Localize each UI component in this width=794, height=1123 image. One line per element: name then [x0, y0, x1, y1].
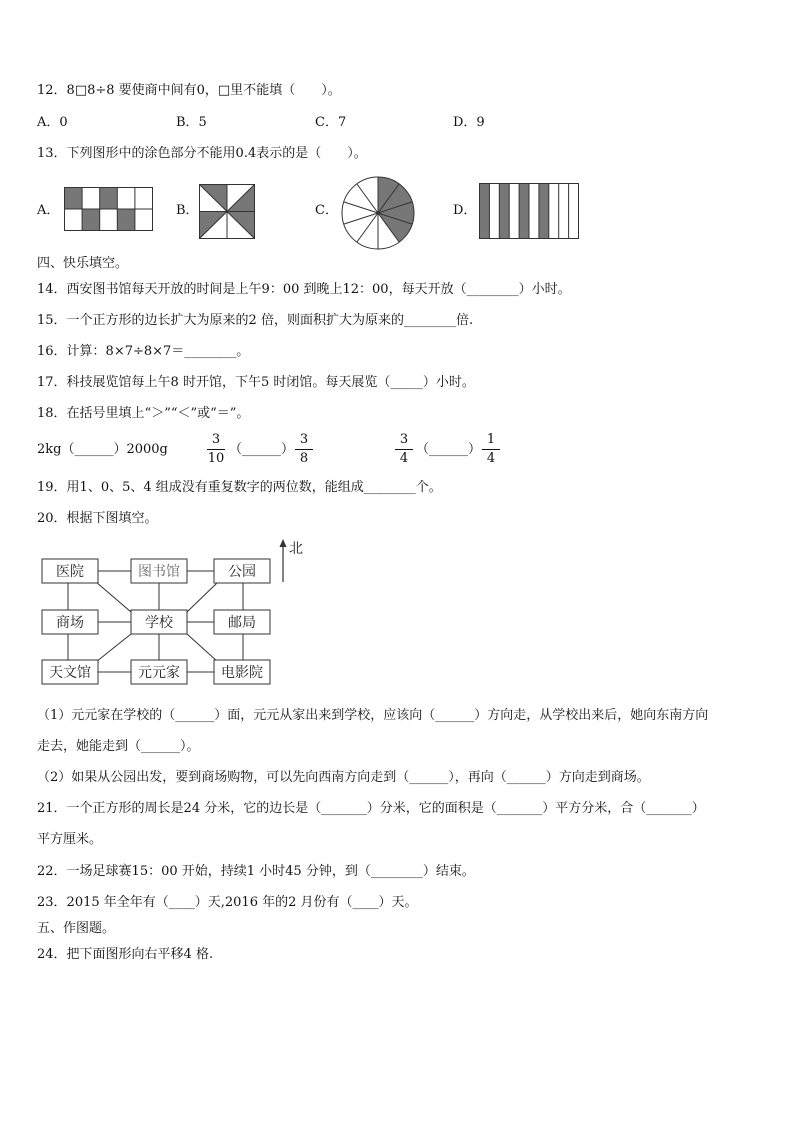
q12-option-c: C．7: [315, 115, 347, 130]
fraction-numerator: 3: [299, 432, 309, 447]
q18-blank-3: （______）: [416, 442, 482, 457]
q20-map-diagram: [38, 538, 308, 688]
question-24: 24．把下面图形向右平移4 格.: [37, 947, 214, 962]
map-label-post-office: 邮局: [228, 615, 256, 631]
question-18: 18．在括号里填上“＞”“＜”或“＝”。: [37, 406, 250, 421]
question-22: 22．一场足球赛15：00 开始，持续1 小时45 分钟，到（________）结束。: [37, 864, 475, 879]
q20-sub-2: （2）如果从公园出发，要到商场购物，可以先向西南方向走到（______），再向（______）方向走到商场。: [37, 770, 650, 785]
map-label-hospital: 医院: [56, 564, 84, 580]
map-label-school: 学校: [145, 615, 173, 631]
q13-option-b-label: B．: [176, 203, 199, 218]
question-13: 13．下列图形中的涂色部分不能用0.4表示的是（ ）。: [37, 146, 367, 161]
fraction-denominator: 4: [399, 451, 409, 466]
north-label: 北: [289, 541, 303, 557]
question-12: 12．8□8÷8 要使商中间有0，□里不能填（ ）。: [37, 83, 341, 98]
q20-sub-1-line-2: 走去，她能走到（______）。: [37, 739, 200, 754]
q12-option-a: A．0: [37, 115, 68, 130]
question-14: 14．西安图书馆每天开放的时间是上午9：00 到晚上12：00，每天开放（________）小时。: [37, 282, 571, 297]
section-4-heading: 四、快乐填空。: [37, 256, 129, 271]
map-label-cinema: 电影院: [221, 665, 263, 681]
q13-option-d-label: D．: [453, 203, 477, 218]
north-arrow-icon: [280, 539, 287, 582]
map-label-library: 图书馆: [138, 564, 180, 580]
q18-fraction-1: [205, 432, 227, 467]
q13-figure-b: [199, 184, 255, 239]
fraction-numerator: 3: [399, 432, 409, 447]
q18-fraction-4: [480, 432, 502, 467]
map-label-yuanyuan-home: 元元家: [138, 665, 180, 681]
fraction-numerator: 3: [211, 432, 221, 447]
question-16: 16．计算：8×7÷8×7＝________。: [37, 344, 250, 359]
fraction-denominator: 8: [299, 451, 309, 466]
q13-figure-a: [64, 187, 153, 231]
section-5-heading: 五、作图题。: [37, 921, 116, 936]
q20-sub-1-line-1: （1）元元家在学校的（______）面，元元从家出来到学校，应该向（______）方向走，从学校出来后，她向东南方向: [37, 708, 709, 723]
question-21-line-2: 平方厘米。: [37, 832, 103, 847]
q13-option-a-label: A．: [37, 203, 60, 218]
map-label-park: 公园: [228, 564, 256, 580]
q18-fraction-3: [393, 432, 415, 467]
question-20: 20．根据下图填空。: [37, 511, 158, 526]
q13-figure-d: [479, 183, 579, 239]
question-23: 23．2015 年全年有（____）天,2016 年的2 月份有（____）天。: [37, 895, 418, 910]
q13-figure-c: [341, 176, 415, 250]
question-19: 19．用1、0、5、4 组成没有重复数字的两位数，能组成________个。: [37, 480, 442, 495]
question-15: 15．一个正方形的边长扩大为原来的2 倍，则面积扩大为原来的________倍.: [37, 313, 474, 328]
fraction-denominator: 4: [486, 451, 496, 466]
fraction-denominator: 10: [207, 451, 225, 466]
q18-item-1: 2kg（______）2000g: [37, 442, 168, 457]
q18-blank-2: （______）: [229, 442, 295, 457]
q12-option-b: B．5: [176, 115, 207, 130]
map-label-planetarium: 天文馆: [49, 665, 91, 681]
map-label-mall: 商场: [56, 615, 84, 631]
q12-option-d: D．9: [453, 115, 485, 130]
question-17: 17．科技展览馆每上午8 时开馆，下午5 时闭馆。每天展览（_____）小时。: [37, 375, 475, 390]
question-21-line-1: 21．一个正方形的周长是24 分米，它的边长是（_______）分米，它的面积是（_______）平方分米，合（_______）: [37, 801, 705, 816]
fraction-numerator: 1: [486, 432, 496, 447]
q18-fraction-2: [293, 432, 315, 467]
q13-option-c-label: C．: [315, 203, 338, 218]
